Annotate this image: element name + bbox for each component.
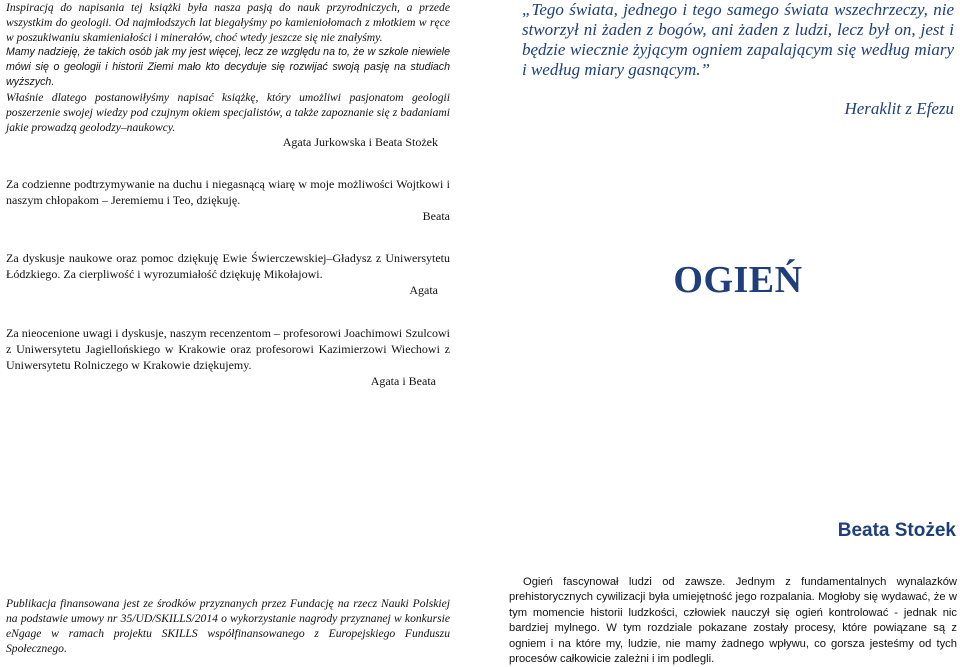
epigraph-text: „Tego świata, jednego i tego samego świata wszechrzeczy, nie stworzył ni żaden z bogów, ani żaden z ludzi, lecz był on, jest i będzie wiecznie żyjącym ogniem zapalającym się według miary i według miary gasnącym.”: [522, 0, 954, 79]
chapter-abstract-text: Ogień fascynował ludzi od zawsze. Jednym z fundamentalnych wynalazków prehistorycznych cywilizacji była umiejętność jego rozpalania. Mogłoby się wydawać, że w tym momencie historii ludzkości, człowiek nauczył się ogień kontrolować - jednak nic bardziej mylnego. W tym rozdziale pokazane zostały procesy, które powiązane są z ogniem i na które my, ludzie, nie mamy żadnego wpływu, co gorsza jesteśmy od tych procesów całkowicie zależni i im podlegli.: [509, 576, 957, 666]
acknowledgement-3: [6, 325, 450, 389]
acknowledgement-text: Za codzienne podtrzymywanie na duchu i niegasnącą wiarę w moje możliwości Wojtkowi i naszym chłopakom – Jeremiemu i Teo, dziękuję.: [6, 177, 450, 207]
acknowledgement-signature: Agata: [409, 283, 438, 297]
intro-paragraph-1: Inspiracją do napisania tej książki była nasza pasją do nauk przyrodniczych, a przede wszystkim do geologii. Od najmłodszych lat biegałyśmy po kamieniołomach z młotkiem w ręce w poszukiwaniu skamieniałości i minerałów, choć wtedy jeszcze się nie znałyśmy.: [6, 1, 450, 44]
acknowledgement-2: [6, 250, 450, 298]
intro-paragraph-2: Mamy nadzieję, że takich osób jak my jest więcej, lecz ze względu na to, że w szkole niewiele mówi się o geologii i historii Ziemi mało kto decyduje się rozwijać swoją pasję na studiach wyższych.: [6, 46, 450, 88]
chapter-author: Beata Stożek: [837, 520, 956, 541]
intro-signature: Agata Jurkowska i Beata Stożek: [282, 135, 438, 149]
acknowledgement-text: Za nieocenione uwagi i dyskusje, naszym recenzentom – profesorowi Joachimowi Szulcowi z Uniwersytetu Jagiellońskiego w Krakowie oraz profesorowi Kazimierzowi Wiechowi z Uniwersytetu Rolniczego w Krakowie dziękujemy.: [6, 326, 450, 372]
epigraph: [522, 0, 954, 119]
acknowledgement-signature: Beata: [422, 209, 450, 223]
acknowledgement-text: Za dyskusje naukowe oraz pomoc dziękuję Ewie Świerczewskiej–Gładysz z Uniwersytetu Łódzkiego. Za cierpliwość i wyrozumiałość dziękuję Mikołajowi.: [6, 251, 450, 281]
epigraph-author: Heraklit z Efezu: [844, 99, 954, 118]
intro-section: [6, 0, 450, 150]
intro-paragraph-3: Właśnie dlatego postanowiłyśmy napisać książkę, który umożliwi pasjonatom geologii poszerzenie swojej wiedzy pod czujnym okiem specjalistów, a także zapoznanie się z badaniami jakie prowadzą geolodzy–naukowcy.: [6, 91, 450, 134]
funding-note: Publikacja finansowana jest ze środków przyznanych przez Fundację na rzecz Nauki Polskiej na podstawie umowy nr 35/UD/SKILLS/2014 o wykorzystanie nagrody przyznanej w konkursie eNgage w ramach projektu SKILLS współfinansowanego z Europejskiego Funduszu Społecznego.: [6, 597, 450, 655]
chapter-title: OGIEŃ: [673, 259, 803, 301]
acknowledgement-signature: Agata i Beata: [370, 374, 436, 388]
acknowledgement-1: [6, 176, 450, 224]
chapter-abstract: [509, 575, 957, 667]
